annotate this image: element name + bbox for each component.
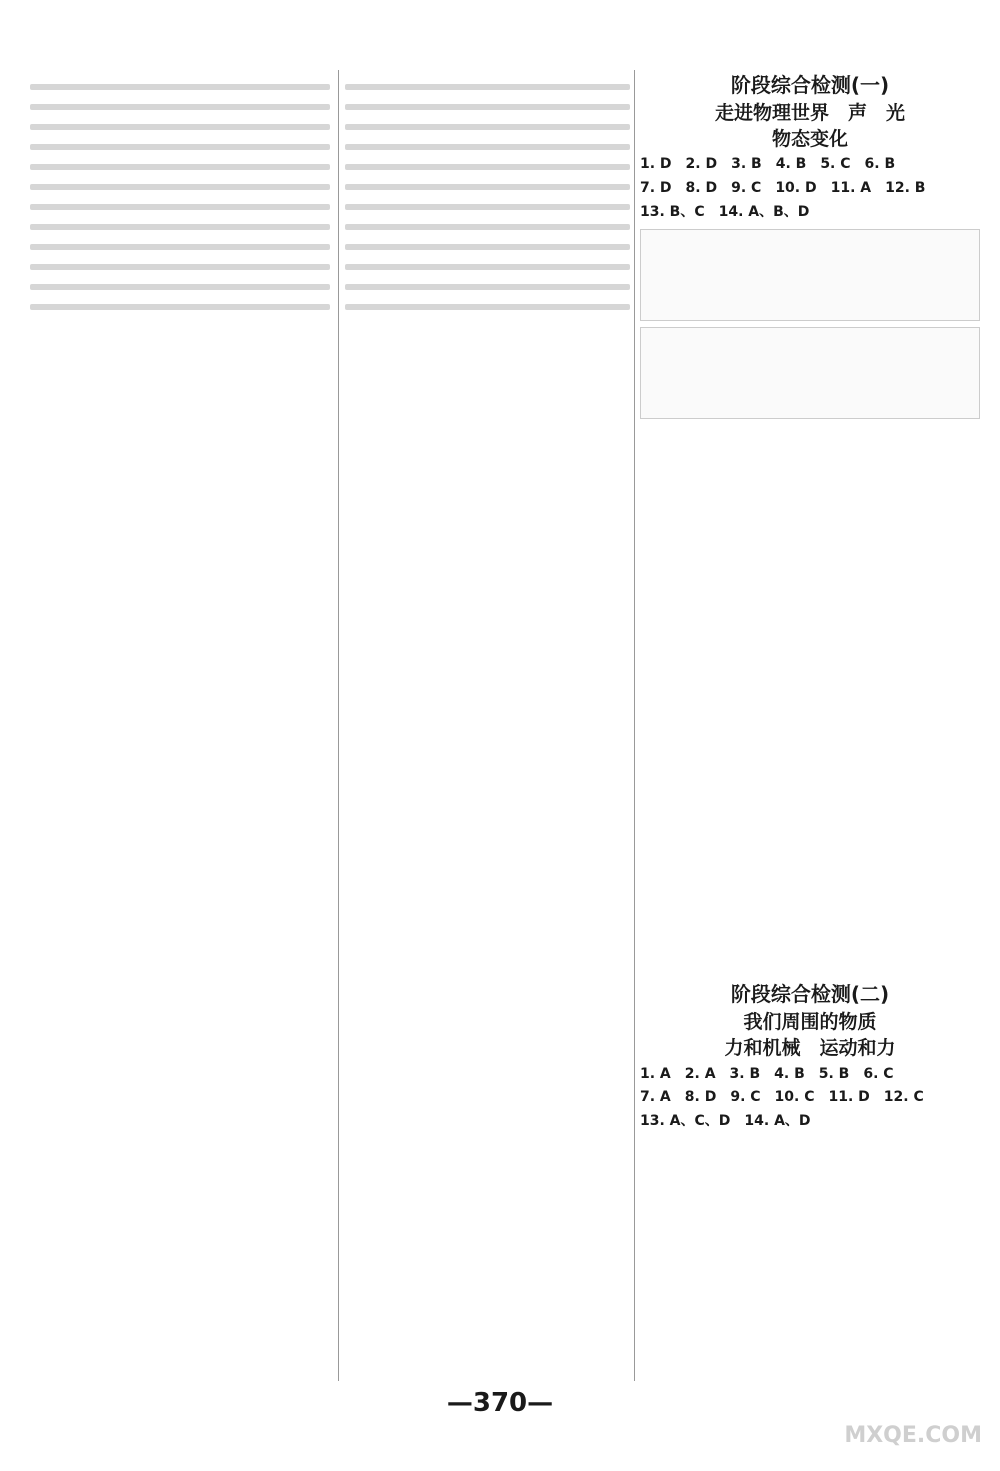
answer-line: 1. D 2. D 3. B 4. B 5. C 6. B [640, 156, 896, 173]
column-divider [338, 70, 339, 1381]
answer-line: 1. A 2. A 3. B 4. B 5. B 6. C [640, 1065, 894, 1082]
solution-text-placeholder [30, 84, 330, 1381]
watermark-logo: MXQE.COM [844, 1422, 982, 1448]
section-2-title: 阶段综合检测(二) [730, 982, 890, 1007]
left-column [30, 70, 330, 1381]
section-1-answers [640, 154, 980, 223]
section-1-subtitle: 物态变化 [771, 127, 848, 150]
answer-line: 7. D 8. D 9. C 10. D 11. A 12. B [640, 179, 926, 196]
section-2-heading [640, 979, 980, 1061]
right-column [640, 70, 980, 1381]
section-1-heading [640, 70, 980, 152]
optics-diagram [640, 229, 980, 321]
section-1-title: 阶段综合检测(一) [730, 73, 890, 97]
refraction-diagram [640, 327, 980, 419]
section-2-answers [640, 1064, 980, 1133]
answer-line: 13. B、C 14. A、B、D [640, 203, 810, 220]
section-1-subtitle: 走进物理世界 声 光 [714, 102, 905, 124]
page-number: —370— [446, 1387, 554, 1418]
section-2-subtitle: 我们周围的物质 [743, 1011, 877, 1034]
answer-line: 7. A 8. D 9. C 10. C 11. D 12. C [640, 1089, 924, 1106]
answer-line: 13. A、C、D 14. A、D [640, 1113, 811, 1129]
section-2-subtitle: 力和机械 运动和力 [724, 1036, 896, 1059]
column-divider [634, 70, 635, 1381]
middle-column [345, 70, 630, 1381]
solution-text-placeholder [345, 84, 630, 1381]
